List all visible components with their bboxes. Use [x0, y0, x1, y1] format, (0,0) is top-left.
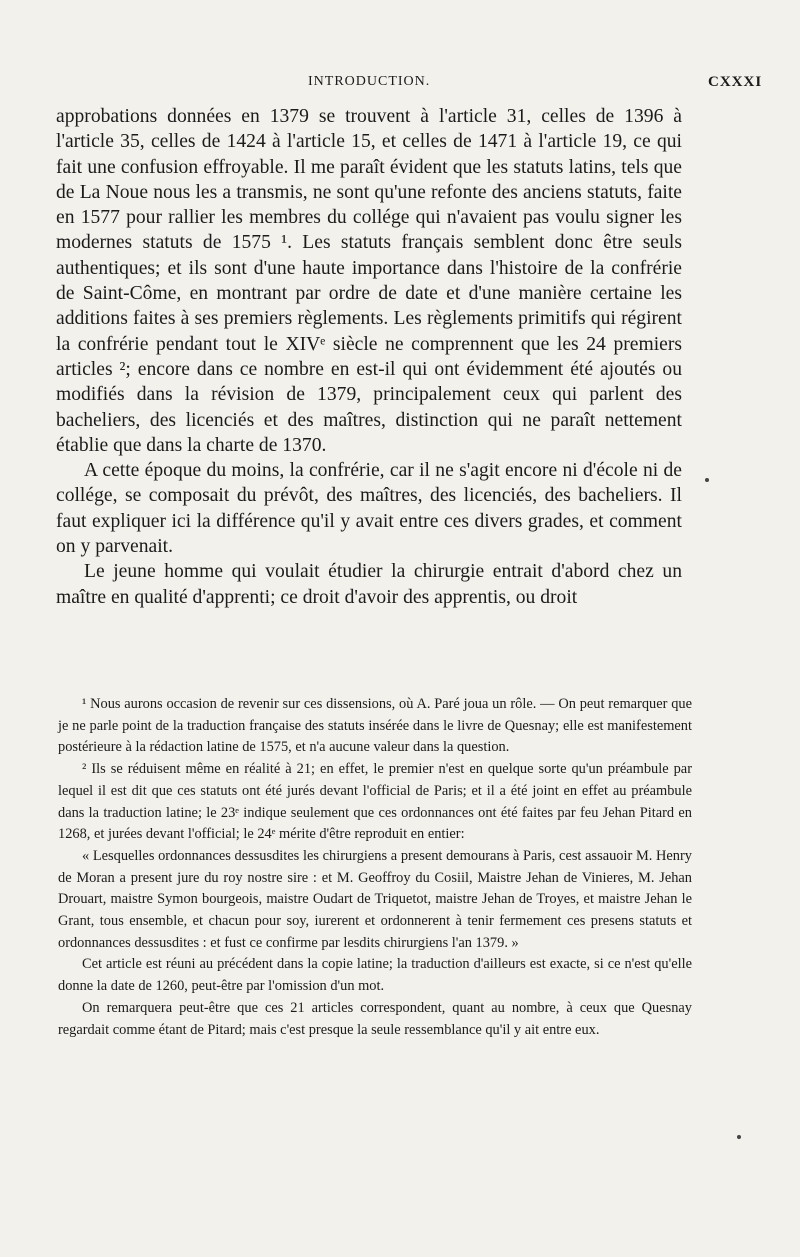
footnote-note-a: Cet article est réuni au précédent dans la copie latine; la traduction d'ailleurs est exacte, si ce n'est qu'elle donne la date de 1260, peut-être par l'omission d'un mot.: [58, 956, 692, 995]
footnote-note-b: On remarquera peut-être que ces 21 articles correspondent, quant au nombre, à ceux que Quesnay regardait comme étant de Pitard; mais c'est presque la seule ressemblance qu'il y ait entre eux.: [58, 999, 692, 1038]
page-header: [0, 74, 800, 98]
paragraph-3: Le jeune homme qui voulait étudier la chirurgie entrait d'abord chez un maître en qualité d'apprenti; ce droit d'avoir des apprentis, ou droit: [56, 561, 682, 608]
footnotes: [58, 694, 692, 1041]
footnote-2: ² Ils se réduisent même en réalité à 21; en effet, le premier n'est en quelque sorte qu'un préambule par lequel il est dit que ces statuts ont été jurés devant l'official de Paris; et il a été joint en effet au préambule dans la traduction latine; le 23ᵉ indique seulement que ces ordonnances ont été faites par feu Jehan Pitard en 1268, et jurées devant l'official; le 24ᵉ mérite d'être reproduit en entier:: [58, 761, 692, 843]
page-number: CXXXI: [708, 74, 763, 90]
ink-speck: [737, 1135, 741, 1139]
footnote-quote: « Lesquelles ordonnances dessusdites les chirurgiens a present demourans à Paris, cest assauoir M. Henry de Moran a present jure du roy nostre sire : et M. Geoffroy du Cosiil, Maistre Jehan de Vinieres, M. Jehan Drouart, maistre Symon bourgeois, maistre Oudart de Triquetot, maistre Jehan de Troyes, et maistre Jehan le Grant, tous ensemble, et chacun pour soy, iurerent et ordonnerent à tenir fermement ces presens statuts et ordonnances dessusdites : et fust ce confirme par lesdits chirurgiens l'an 1379. »: [58, 847, 692, 951]
paragraph-1: approbations données en 1379 se trouvent à l'article 31, celles de 1396 à l'article 35, celles de 1424 à l'article 15, et celles de 1471 à l'article 19, ce qui fait une confusion effroyable. Il me paraît évident que les statuts latins, tels que de La Noue nous les a transmis, ne sont qu'une refonte des anciens statuts, faite en 1577 pour rallier les membres du collége qui n'avaient pas voulu signer les modernes statuts de 1575 ¹. Les statuts français semblent donc être seuls authentiques; et ils sont d'une haute importance dans l'histoire de la confrérie de Saint-Côme, en montrant par ordre de date et d'une manière certaine les additions faites à ses premiers règlements. Les règlements primitifs qui régirent la confrérie pendant tout le XIVᵉ siècle ne comprennent que les 24 premiers articles ²; encore dans ce nombre en est-il qui ont évidemment été ajoutés ou modifiés dans la révision de 1379, principalement ceux qui parlent des bacheliers, des licenciés et des maîtres, distinction qui ne paraît nettement établie que dans la charte de 1370.: [56, 106, 682, 456]
paragraph-2: A cette époque du moins, la confrérie, car il ne s'agit encore ni d'école ni de collége, se composait du prévôt, des maîtres, des licenciés, des bacheliers. Il faut expliquer ici la différence qu'il y avait entre ces divers grades, et comment on y parvenait.: [56, 460, 682, 558]
main-text: [56, 104, 682, 610]
running-title: INTRODUCTION.: [308, 74, 431, 89]
footnote-1: ¹ Nous aurons occasion de revenir sur ces dissensions, où A. Paré joua un rôle. — On peut remarquer que je ne parle point de la traduction française des statuts insérée dans le livre de Quesnay; elle est manifestement postérieure à la rédaction latine de 1575, et n'a aucune valeur dans la question.: [58, 696, 692, 756]
ink-speck: [705, 478, 709, 482]
